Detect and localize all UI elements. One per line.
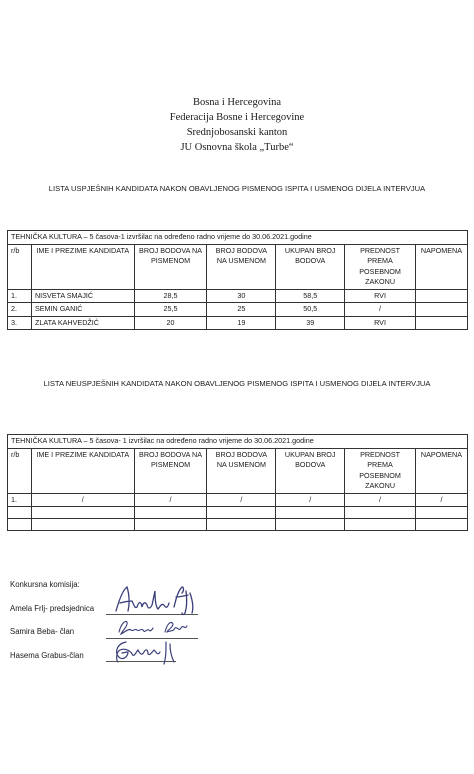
school-header: [0, 95, 474, 155]
cell-priority: [345, 519, 416, 531]
cell-written: [134, 519, 207, 531]
header-school: JU Osnovna škola „Turbe“: [180, 142, 294, 153]
cell-priority: RVI: [345, 289, 416, 303]
cell-name: [31, 519, 134, 531]
header-country: Bosna i Hercegovina: [192, 97, 282, 108]
cell-rb: 2.: [8, 303, 32, 317]
cell-total: 58,5: [276, 289, 345, 303]
commission-member-president: Amela Frlj- predsjednica: [10, 604, 95, 613]
signature-member-3-image: [110, 638, 182, 666]
cell-oral: 30: [207, 289, 276, 303]
cell-total: /: [276, 493, 345, 507]
cell-oral: [207, 507, 276, 519]
signature-member-2-image: [115, 616, 195, 640]
cell-written: 28,5: [134, 289, 207, 303]
unsuccessful-candidates-table: [7, 434, 468, 531]
signature-president-image: [112, 583, 202, 617]
successful-candidates-title: LISTA USPJEŠNIH KANDIDATA NAKON OBAVLJENOG PISMENOG ISPITA I USMENOG DIJELA INTERVJUA: [48, 184, 426, 193]
cell-total: [276, 507, 345, 519]
cell-rb: 1.: [8, 493, 32, 507]
cell-note: [415, 519, 467, 531]
cell-note: /: [415, 493, 467, 507]
col-header-total-points: UKUPAN BROJ BODOVA: [276, 448, 345, 493]
cell-note: [415, 303, 467, 317]
table-row: [8, 316, 468, 330]
cell-priority: RVI: [345, 316, 416, 330]
cell-rb: 1.: [8, 289, 32, 303]
cell-total: [276, 519, 345, 531]
col-header-oral-points: BROJ BODOVA NA USMENOM: [207, 244, 276, 289]
col-header-rb: r/b: [8, 448, 32, 493]
col-header-total-points: UKUPAN BROJ BODOVA: [276, 244, 345, 289]
cell-priority: /: [345, 303, 416, 317]
col-header-priority: PREDNOST PREMA POSEBNOM ZAKONU: [345, 448, 416, 493]
cell-oral: [207, 519, 276, 531]
col-header-written-points: BROJ BODOVA NA PISMENOM: [134, 244, 207, 289]
cell-written: 20: [134, 316, 207, 330]
table-caption: TEHNIČKA KULTURA – 5 časova-1 izvršilac na određeno radno vrijeme do 30.06.2021.godine: [8, 231, 468, 245]
cell-name: [31, 507, 134, 519]
col-header-priority: PREDNOST PREMA POSEBNOM ZAKONU: [345, 244, 416, 289]
cell-name: NISVETA SMAJIĆ: [31, 289, 134, 303]
cell-name: /: [31, 493, 134, 507]
col-header-rb: r/b: [8, 244, 32, 289]
cell-oral: 19: [207, 316, 276, 330]
cell-total: 50,5: [276, 303, 345, 317]
table-row: [8, 519, 468, 531]
header-federation: Federacija Bosne i Hercegovine: [169, 112, 305, 123]
cell-oral: 25: [207, 303, 276, 317]
unsuccessful-candidates-title: LISTA NEUSPJEŠNIH KANDIDATA NAKON OBAVLJENOG PISMENOG ISPITA I USMENOG DIJELA INTERVJUA: [43, 379, 431, 388]
commission-title: Konkursna komisija:: [10, 580, 80, 589]
commission-member-3: Hasema Grabus-član: [10, 651, 84, 660]
commission-member-2: Samira Beba- član: [10, 627, 75, 636]
cell-written: /: [134, 493, 207, 507]
cell-priority: [345, 507, 416, 519]
cell-name: ZLATA KAHVEDŽIĆ: [31, 316, 134, 330]
cell-written: [134, 507, 207, 519]
cell-oral: /: [207, 493, 276, 507]
cell-priority: /: [345, 493, 416, 507]
table-row: [8, 289, 468, 303]
cell-note: [415, 507, 467, 519]
table-row: [8, 493, 468, 507]
cell-total: 39: [276, 316, 345, 330]
col-header-written-points: BROJ BODOVA NA PISMENOM: [134, 448, 207, 493]
cell-name: SEMIN GANIĆ: [31, 303, 134, 317]
cell-note: [415, 289, 467, 303]
header-canton: Srednjobosanski kanton: [186, 127, 288, 138]
col-header-oral-points: BROJ BODOVA NA USMENOM: [207, 448, 276, 493]
cell-rb: 3.: [8, 316, 32, 330]
cell-note: [415, 316, 467, 330]
successful-candidates-table: [7, 230, 468, 330]
cell-rb: [8, 507, 32, 519]
table-row: [8, 303, 468, 317]
table-row: [8, 507, 468, 519]
col-header-note: NAPOMENA: [415, 244, 467, 289]
cell-written: 25,5: [134, 303, 207, 317]
cell-rb: [8, 519, 32, 531]
table-caption: TEHNIČKA KULTURA – 5 časova- 1 izvršilac na određeno radno vrijeme do 30.06.2021.godine: [8, 435, 468, 449]
col-header-name: IME I PREZIME KANDIDATA: [31, 244, 134, 289]
col-header-name: IME I PREZIME KANDIDATA: [31, 448, 134, 493]
col-header-note: NAPOMENA: [415, 448, 467, 493]
